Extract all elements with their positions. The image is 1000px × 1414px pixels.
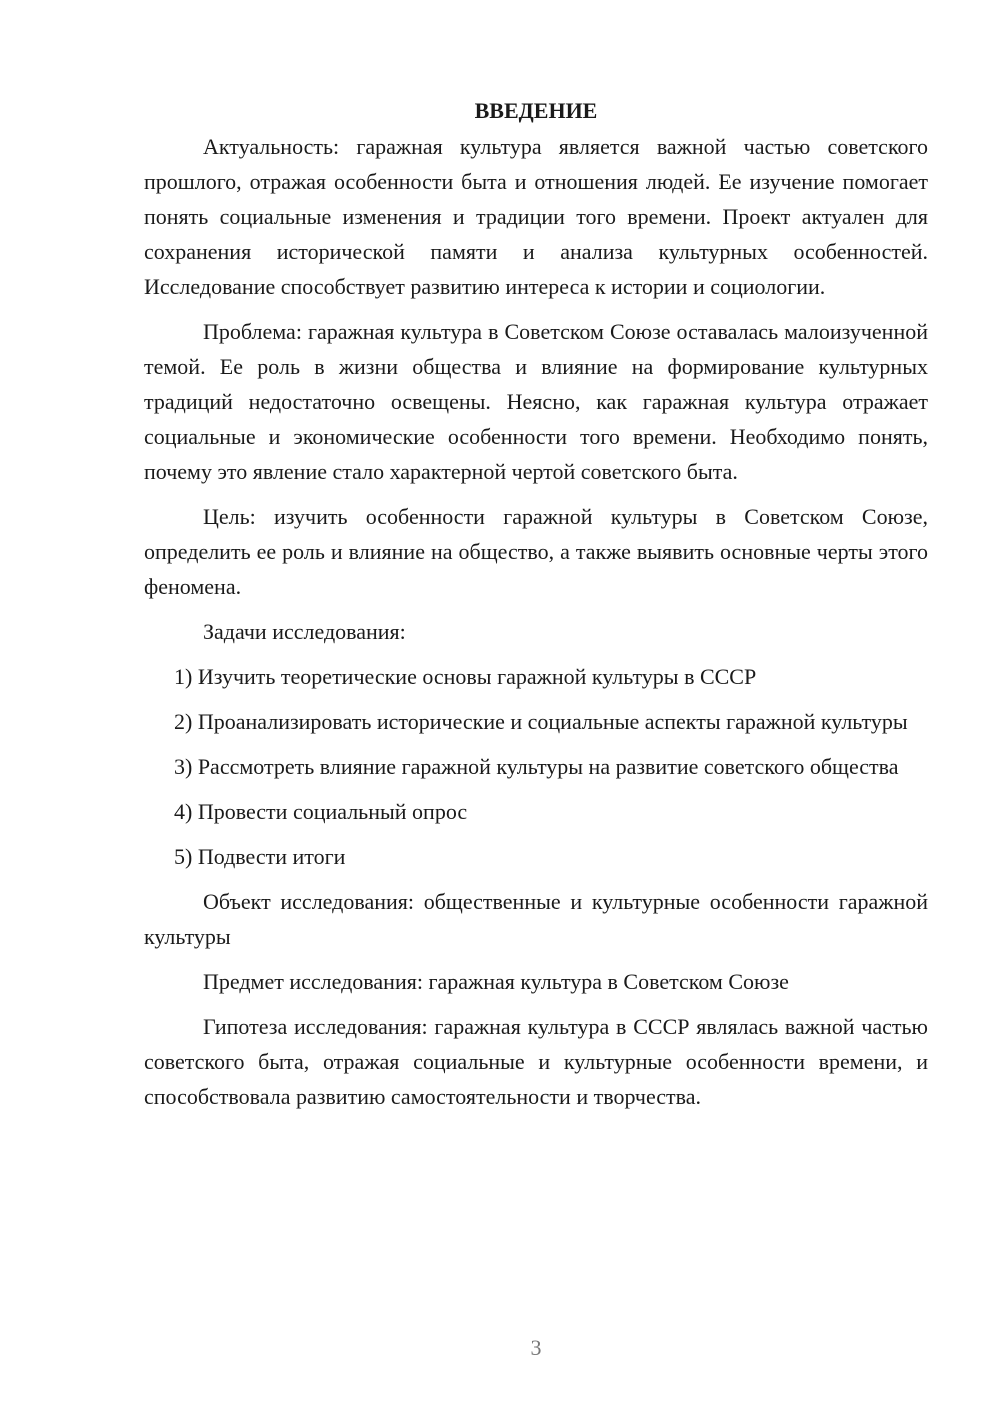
page-content <box>144 93 928 1124</box>
tasks-heading: Задачи исследования: <box>203 619 406 644</box>
hypothesis-paragraph: Гипотеза исследования: гаражная культура в СССР являлась важной частью советского быта, отражая социальные и культурные особенности времени, и способствовала развитию самостоятельности и творчества. <box>144 1014 928 1109</box>
page-number: 3 <box>530 1335 542 1360</box>
task-item-1: 1) Изучить теоретические основы гаражной культуры в СССР <box>174 664 757 689</box>
task-item-3: 3) Рассмотреть влияние гаражной культуры на развитие советского общества <box>174 754 899 779</box>
section-title: ВВЕДЕНИЕ <box>474 98 598 123</box>
relevance-paragraph: Актуальность: гаражная культура является важной частью советского прошлого, отражая особенности быта и отношения людей. Ее изучение помогает понять социальные изменения и традиции того времени. Проект актуален для сохранения исторической памяти и анализа культурных особенностей. Исследование способствует развитию интереса к истории и социологии. <box>144 134 928 299</box>
task-item-2: 2) Проанализировать исторические и социальные аспекты гаражной культуры <box>174 709 908 734</box>
problem-paragraph: Проблема: гаражная культура в Советском Союзе оставалась малоизученной темой. Ее роль в жизни общества и влияние на формирование культурных традиций недостаточно освещены. Неясно, как гаражная культура отражает социальные и экономические особенности того времени. Необходимо понять, почему это явление стало характерной чертой советского быта. <box>144 319 928 484</box>
object-paragraph: Объект исследования: общественные и культурные особенности гаражной культуры <box>144 889 928 949</box>
task-item-4: 4) Провести социальный опрос <box>174 799 468 824</box>
subject-paragraph: Предмет исследования: гаражная культура в Советском Союзе <box>203 969 789 994</box>
task-item-5: 5) Подвести итоги <box>174 844 346 869</box>
goal-paragraph: Цель: изучить особенности гаражной культуры в Советском Союзе, определить ее роль и влияние на общество, а также выявить основные черты этого феномена. <box>144 504 928 599</box>
